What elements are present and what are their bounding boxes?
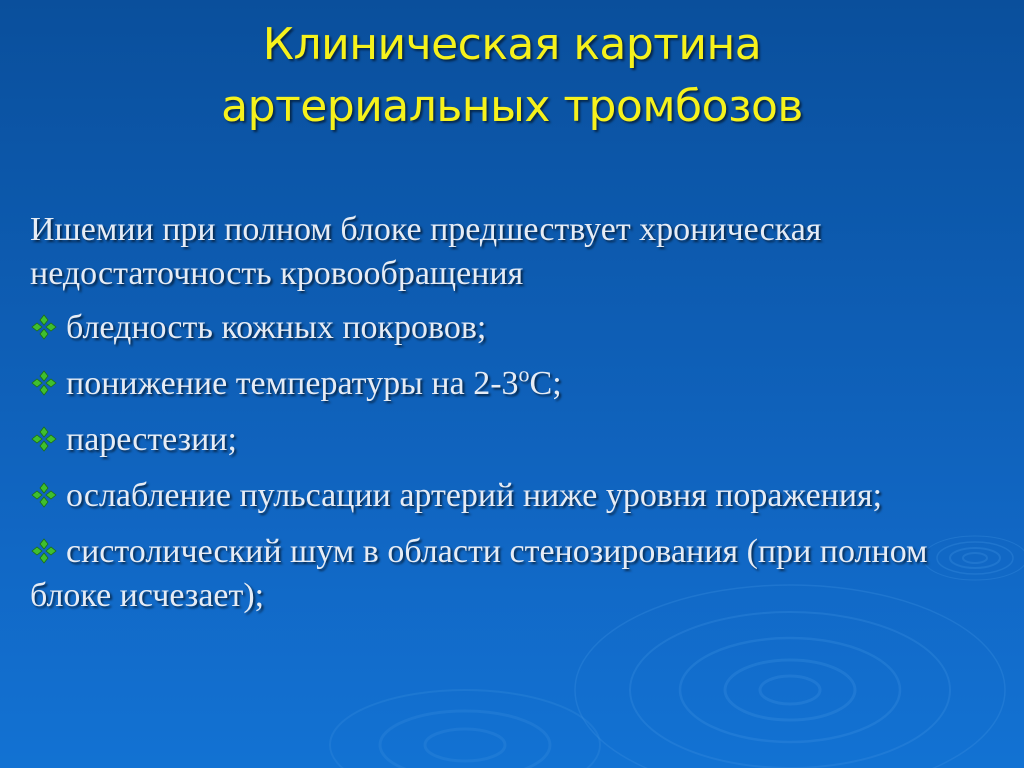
four-diamond-bullet-icon — [30, 481, 58, 509]
slide-title — [0, 14, 1024, 138]
bullet-text: парестезии; — [66, 421, 237, 458]
bullet-text: понижение температуры на 2-3 — [66, 365, 519, 402]
bullet-item — [30, 362, 1000, 406]
bullet-text: ослабление пульсации артерий ниже уровня поражения; — [66, 477, 883, 514]
four-diamond-bullet-icon — [30, 313, 58, 341]
title-line-2: артериальных тромбозов — [221, 81, 803, 132]
four-diamond-bullet-icon — [30, 369, 58, 397]
bullet-item — [30, 418, 1000, 462]
title-line-1: Клиническая картина — [262, 19, 762, 70]
four-diamond-bullet-icon — [30, 425, 58, 453]
bullet-text: систолический шум в области стенозирования (при полном блоке исчезает); — [30, 533, 928, 614]
bullet-item — [30, 530, 1000, 618]
bullet-item — [30, 306, 1000, 350]
degree-superscript: о — [518, 361, 530, 387]
four-diamond-bullet-icon — [30, 537, 58, 565]
bullet-text-unit: С; — [529, 365, 562, 402]
bullet-item — [30, 474, 1000, 518]
bullet-text: бледность кожных покровов; — [66, 309, 487, 346]
slide-content — [30, 208, 1000, 630]
intro-text: Ишемии при полном блоке предшествует хроническая недостаточность кровообращения — [30, 211, 822, 292]
